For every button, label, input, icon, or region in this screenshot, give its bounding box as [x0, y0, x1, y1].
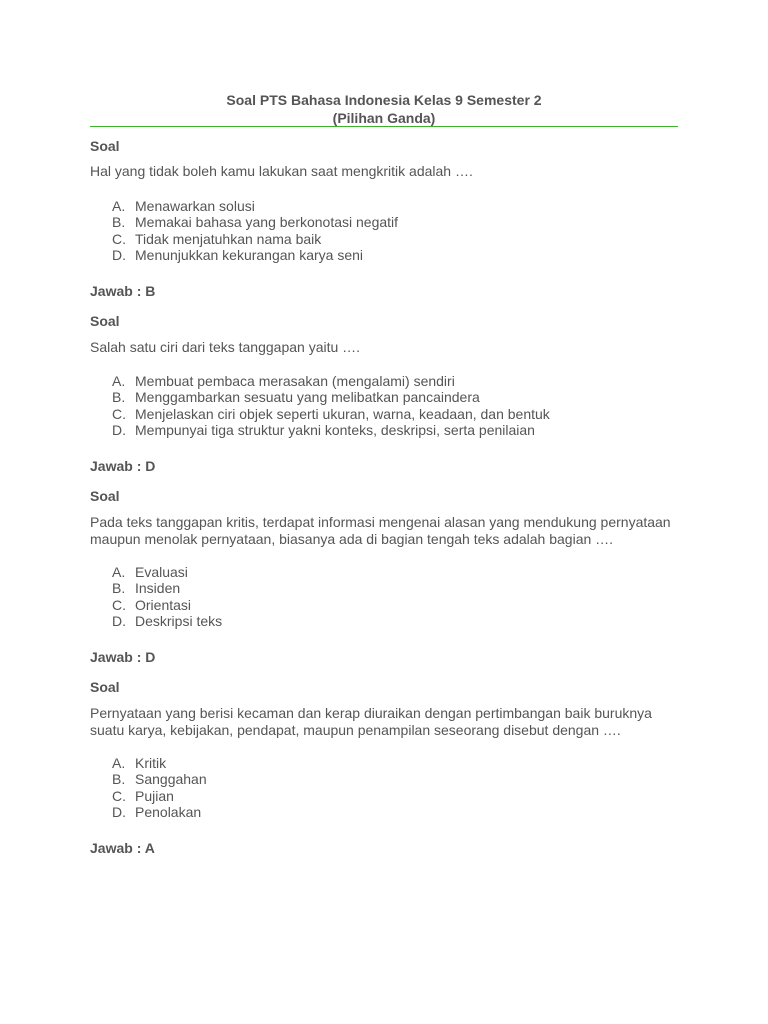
option-a: A. Menawarkan solusi — [112, 198, 255, 214]
question-4-text: Pernyataan yang berisi kecaman dan kerap diuraikan dengan pertimbangan baik buruknya suatu karya, kebijakan, pendapat, maupun penampilan seseorang disebut dengan …. — [90, 705, 652, 738]
option-c: C. Pujian — [112, 787, 174, 804]
option-d: D. Penolakan — [112, 803, 202, 820]
title-subtitle: (Pilihan Ganda) — [332, 110, 436, 126]
option-c: C. Tidak menjatuhkan nama baik — [112, 230, 322, 247]
question-2-text: Salah satu ciri dari teks tanggapan yaitu …. — [90, 339, 361, 355]
option-c: C. Orientasi — [112, 596, 192, 613]
question-4-label: Soal — [90, 679, 120, 695]
question-2-answer: Jawab : D — [90, 458, 156, 474]
question-1-answer: Jawab : B — [90, 283, 156, 299]
question-3-label: Soal — [90, 488, 120, 504]
question-3-answer: Jawab : D — [90, 649, 156, 665]
question-4-options — [112, 755, 207, 820]
question-1-options — [112, 198, 398, 263]
question-1-text: Hal yang tidak boleh kamu lakukan saat mengkritik adalah …. — [90, 163, 473, 179]
title-divider — [90, 126, 678, 127]
option-d: D. Menunjukkan kekurangan karya seni — [112, 246, 364, 263]
question-3-options — [112, 564, 222, 629]
option-b: B. Menggambarkan sesuatu yang melibatkan pancaindera — [112, 389, 480, 406]
option-c: C. Menjelaskan ciri objek seperti ukuran, warna, keadaan, dan bentuk — [112, 405, 550, 422]
option-a: A. Kritik — [112, 755, 167, 771]
option-d: D. Mempunyai tiga struktur yakni konteks, deskripsi, serta penilaian — [112, 421, 535, 438]
question-2-label: Soal — [90, 313, 120, 329]
option-b: B. Memakai bahasa yang berkonotasi negatif — [112, 214, 399, 231]
question-1-label: Soal — [90, 138, 120, 154]
question-3-text: Pada teks tanggapan kritis, terdapat informasi mengenai alasan yang mendukung pernyataan maupun menolak pernyataan, biasanya ada di bagian tengah teks adalah bagian …. — [90, 514, 671, 547]
title-main: Soal PTS Bahasa Indonesia Kelas 9 Semester 2 — [226, 92, 542, 108]
question-4-answer: Jawab : A — [90, 840, 155, 856]
option-d: D. Deskripsi teks — [112, 612, 223, 629]
document-title — [0, 91, 768, 127]
option-b: B. Insiden — [112, 580, 181, 597]
option-a: A. Membuat pembaca merasakan (mengalami) sendiri — [112, 373, 455, 389]
question-2-options — [112, 373, 550, 438]
option-a: A. Evaluasi — [112, 564, 188, 580]
option-b: B. Sanggahan — [112, 771, 207, 788]
